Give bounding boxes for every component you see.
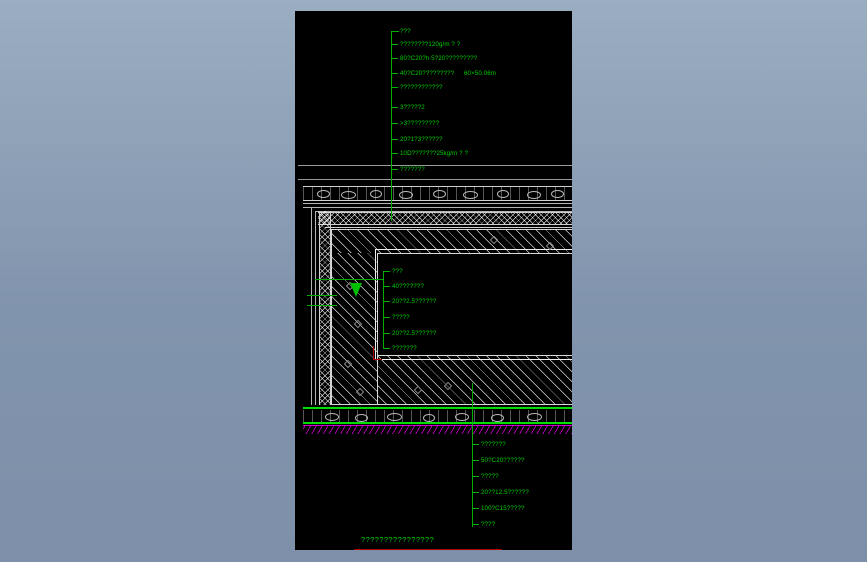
top-note-2: 80?C20?h 5?20????????? — [400, 55, 478, 62]
top-note-8: 10D???????25kg/m ? ? — [400, 150, 469, 157]
middle-leader-tick-4 — [383, 333, 390, 334]
insulation-top-edge — [318, 212, 572, 213]
top-note-4: ???????????? — [400, 84, 443, 91]
aggregate-marker — [370, 190, 382, 198]
bottom-note-1: 50?C20?????? — [481, 457, 525, 464]
top-leader-vertical — [391, 31, 392, 171]
upper-outline-line-2 — [298, 179, 572, 180]
ground-hatch-band — [303, 426, 572, 434]
bottom-leader-vertical — [472, 441, 473, 527]
bottom-leader-tick-2 — [472, 476, 479, 477]
concrete-outline-left — [331, 229, 332, 405]
bottom-leader-tick-0 — [472, 444, 479, 445]
highlighted-layer-line-bottom — [303, 422, 572, 424]
upper-outline-line — [298, 165, 572, 166]
insulation-inner-edge — [325, 227, 572, 228]
middle-leader-tick-3 — [383, 317, 390, 318]
recess-outline-top — [375, 249, 572, 250]
middle-leader-tick-5 — [383, 348, 390, 349]
aggregate-marker — [551, 190, 564, 198]
title-underline-bar — [354, 549, 502, 550]
middle-leader-vertical — [383, 271, 384, 349]
bottom-note-4: 100?C15????? — [481, 505, 525, 512]
concrete-hatch-left — [331, 253, 377, 405]
top-leader-tick-2 — [391, 58, 398, 59]
middle-note-4: 20??2.5?????? — [392, 330, 437, 337]
aggregate-marker — [399, 191, 413, 199]
aggregate-marker — [527, 413, 542, 421]
recess-outline-bottom — [375, 359, 572, 360]
aggregate-marker — [317, 190, 330, 198]
top-note-value: 60×50.06m — [464, 70, 497, 77]
bottom-note-0: ??????? — [481, 441, 506, 448]
red-tick-marker — [373, 346, 374, 360]
top-leader-tick-3 — [391, 73, 398, 74]
top-note-9: ??????? — [400, 166, 425, 173]
bottom-leader-vertical-from-drawing — [472, 383, 473, 441]
bottom-note-5: ???? — [481, 521, 496, 528]
top-leader-bracket — [391, 31, 399, 32]
ground-line — [303, 425, 572, 426]
top-note-5: 3?????2 — [400, 104, 425, 111]
middle-leader-horizontal — [315, 279, 383, 280]
aggregate-marker — [341, 191, 356, 199]
highlighted-layer-line-top — [303, 407, 572, 409]
top-leader-tick-8 — [391, 153, 398, 154]
aggregate-marker — [433, 190, 446, 198]
drawing-title: ???????????????? — [361, 535, 435, 544]
concrete-hatch-lower — [377, 356, 572, 405]
concrete-outline-bottom — [331, 404, 572, 405]
wall-layer-line-2 — [311, 207, 312, 405]
aggregate-marker — [491, 414, 504, 422]
middle-leader-horizontal-2 — [307, 295, 337, 296]
top-leader-tick-9 — [391, 169, 398, 170]
top-leader-tick-1 — [391, 44, 398, 45]
top-note-6: >3????????? — [400, 120, 440, 127]
aggregate-marker — [325, 413, 339, 421]
wall-insulation-edge-right — [330, 211, 331, 405]
middle-note-1: 40??????? — [392, 283, 424, 290]
slab-bottom-line — [303, 200, 572, 201]
bottom-leader-tick-3 — [472, 492, 479, 493]
top-note-0: ??? — [400, 28, 411, 35]
bottom-note-3: 20??12.5?????? — [481, 489, 529, 496]
bottom-note-2: ????? — [481, 473, 499, 480]
bottom-leader-tick-4 — [472, 508, 479, 509]
top-leader-tick-5 — [391, 107, 398, 108]
middle-leader-tick-2 — [383, 301, 390, 302]
top-leader-tick-7 — [391, 139, 398, 140]
top-note-7: 20?1?3?????? — [400, 136, 443, 143]
aggregate-marker — [355, 414, 368, 422]
top-note-1: ????????120g/m ? ? — [400, 41, 461, 48]
red-tick-marker-2 — [373, 359, 382, 360]
wall-insulation-hatch — [320, 211, 330, 405]
drawing-canvas[interactable] — [295, 11, 572, 550]
selection-arrow-icon — [350, 283, 362, 297]
middle-note-3: ????? — [392, 314, 410, 321]
aggregate-marker — [455, 413, 469, 421]
aggregate-marker — [423, 414, 435, 422]
layer-line — [303, 207, 572, 208]
concrete-outline-inner-vertical — [377, 253, 378, 405]
aggregate-marker — [497, 190, 509, 198]
concrete-outline-inner-bottom — [377, 355, 572, 356]
aggregate-marker — [527, 191, 541, 199]
top-leader-tick-6 — [391, 123, 398, 124]
wall-insulation-edge-left — [319, 211, 320, 405]
wall-layer-line — [315, 211, 316, 405]
top-leader-to-drawing — [391, 171, 392, 221]
concrete-outline-top — [331, 229, 572, 230]
insulation-hatch-top — [318, 213, 572, 224]
top-note-3: 40?C20????????? — [400, 70, 455, 77]
top-leader-tick-4 — [391, 87, 398, 88]
middle-leader-tick-0 — [383, 271, 390, 272]
middle-note-2: 20??2.5?????? — [392, 298, 437, 305]
bottom-leader-tick-1 — [472, 460, 479, 461]
concrete-outline-inner-top — [377, 253, 572, 254]
middle-leader-tick-1 — [383, 286, 390, 287]
bottom-leader-tick-5 — [472, 524, 479, 525]
aggregate-marker — [463, 191, 478, 199]
recess-outline-left — [375, 249, 376, 359]
middle-note-0: ??? — [392, 268, 403, 275]
insulation-bottom-edge — [318, 224, 572, 225]
layer-line — [303, 203, 572, 204]
middle-note-5: ??????? — [392, 345, 417, 352]
aggregate-marker — [387, 413, 402, 421]
middle-leader-horizontal-3 — [307, 305, 337, 306]
